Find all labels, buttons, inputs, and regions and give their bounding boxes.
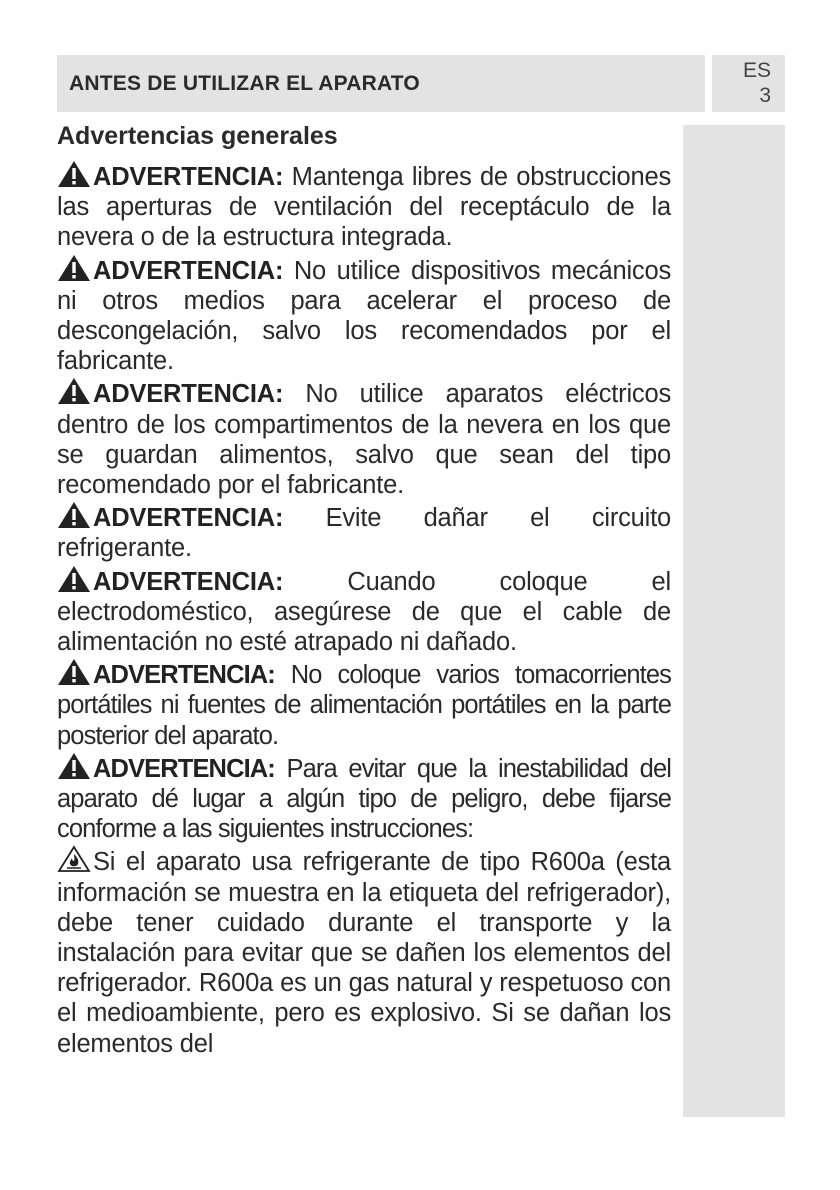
warning-label: ADVERTENCIA: xyxy=(93,567,284,596)
side-strip xyxy=(683,125,785,1117)
section-header xyxy=(57,55,705,112)
warning-triangle-icon xyxy=(57,501,91,529)
warning-paragraph xyxy=(57,377,671,500)
section-header-title: ANTES DE UTILIZAR EL APARATO xyxy=(69,72,420,95)
warning-text: Evite dañar el circuito refrigerante. xyxy=(57,504,671,563)
page-tab xyxy=(712,55,785,112)
warning-text: Para evitar que la inestabilidad del aparato dé lugar a algún tipo de peligro, debe fijarse conforme a las siguientes instrucciones: xyxy=(57,754,672,844)
warning-paragraph xyxy=(57,254,671,377)
warning-triangle-icon xyxy=(57,377,91,405)
warning-label: ADVERTENCIA: xyxy=(93,661,275,690)
warning-triangle-icon xyxy=(57,254,91,282)
warning-paragraph xyxy=(57,752,671,845)
warning-paragraph xyxy=(57,565,671,658)
flammable-paragraph xyxy=(57,845,671,1058)
warning-paragraph xyxy=(57,501,671,563)
page-number: 3 xyxy=(759,84,771,107)
flammable-text: Si el aparato usa refrigerante de tipo R600a (esta información se muestra en la etiqueta del refrigerador), debe tener cuidado durante el transporte y la instalación para evitar que se dañen los elementos del refrigerador. R600a es un gas natural y respetuoso con el medioambiente, pero es explosivo. Si se dañan los elementos del xyxy=(57,848,671,1058)
warning-text: No coloque varios tomacorrientes portátiles ni fuentes de alimentación portátiles en la parte posterior del aparato. xyxy=(57,661,671,750)
page-language: ES xyxy=(742,59,771,82)
warning-triangle-icon xyxy=(57,160,91,188)
warning-paragraph xyxy=(57,160,671,253)
warning-triangle-icon xyxy=(57,752,91,780)
main-content xyxy=(57,118,671,1060)
warning-text: No utilice dispositivos mecánicos ni otros medios para acelerar el proceso de descongelación, salvo los recomendados por el fabricante. xyxy=(57,256,671,376)
warning-text: Cuando coloque el electrodoméstico, asegúrese de que el cable de alimentación no esté atrapado ni dañado. xyxy=(57,567,671,657)
warning-triangle-icon xyxy=(57,658,91,686)
warning-text: No utilice aparatos eléctricos dentro de los compartimentos de la nevera en los que se guardan alimentos, salvo que sean del tipo recomendado por el fabricante. xyxy=(57,380,672,500)
warning-triangle-icon xyxy=(57,565,91,593)
section-title: Advertencias generales xyxy=(57,122,338,150)
warning-label: ADVERTENCIA: xyxy=(93,256,284,285)
warning-paragraph xyxy=(57,658,671,751)
warning-label: ADVERTENCIA: xyxy=(93,163,284,191)
warning-label: ADVERTENCIA: xyxy=(93,504,284,533)
warning-label: ADVERTENCIA: xyxy=(93,754,275,783)
flammable-warning-icon xyxy=(57,845,91,873)
warning-label: ADVERTENCIA: xyxy=(93,380,284,409)
warning-text: Mantenga libres de obstrucciones las aperturas de ventilación del receptáculo de la nevera o de la estructura integrada. xyxy=(57,163,672,252)
